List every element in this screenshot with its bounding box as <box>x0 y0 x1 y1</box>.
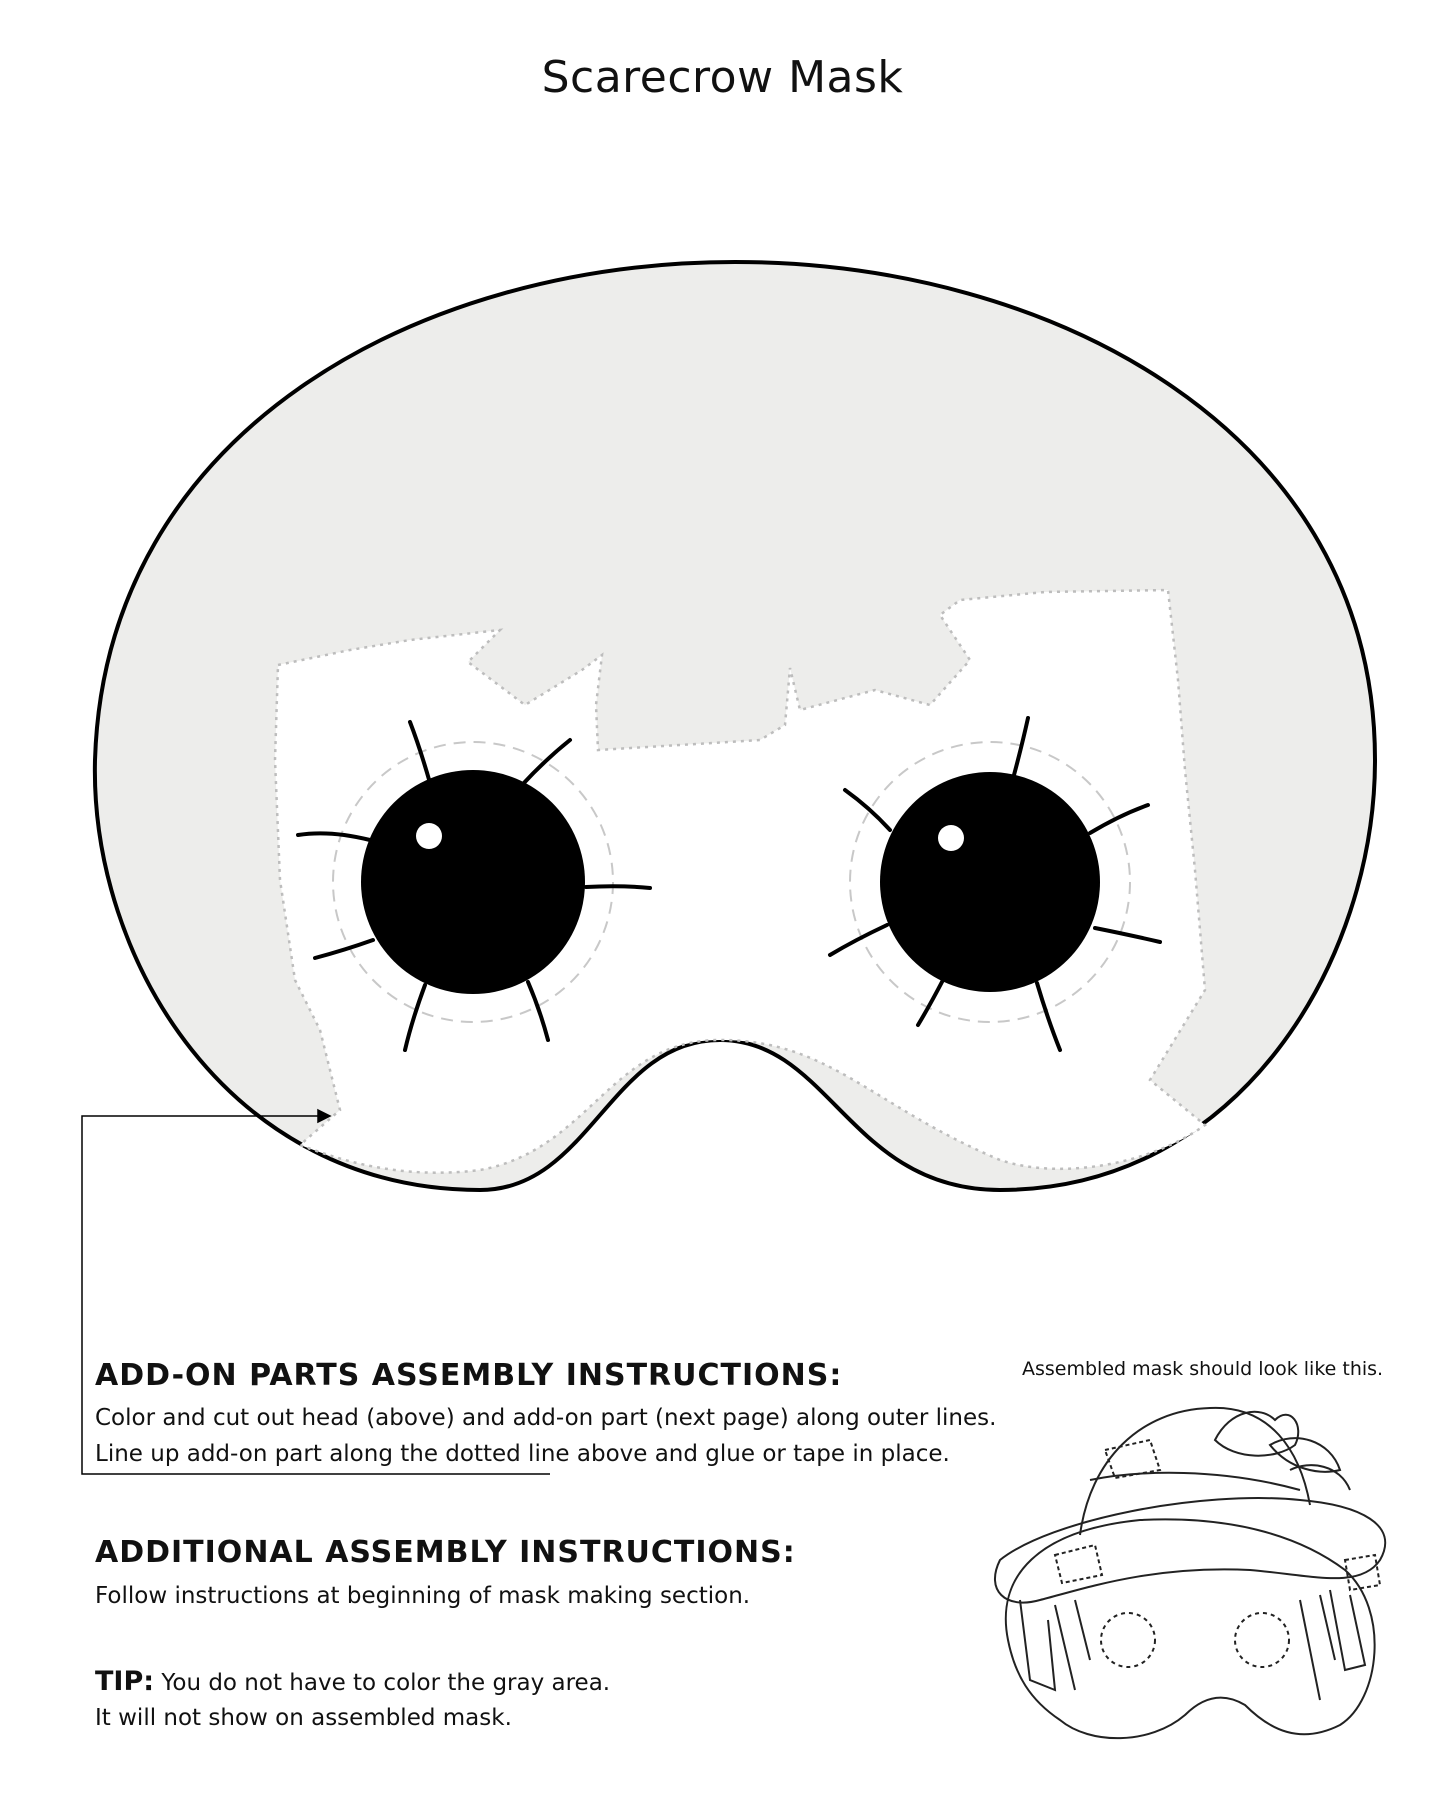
additional-heading: ADDITIONAL ASSEMBLY INSTRUCTIONS: <box>95 1535 796 1570</box>
preview-caption: Assembled mask should look like this. <box>1022 1358 1384 1380</box>
addon-line-1: Color and cut out head (above) and add-on part (next page) along outer lines. <box>95 1405 997 1431</box>
tip-block <box>95 1664 610 1701</box>
tip-line-2: It will not show on assembled mask. <box>95 1705 512 1731</box>
addon-heading: ADD-ON PARTS ASSEMBLY INSTRUCTIONS: <box>95 1358 843 1393</box>
addon-line-2: Line up add-on part along the dotted line above and glue or tape in place. <box>95 1441 950 1467</box>
tip-label: TIP: <box>95 1666 155 1697</box>
tip-line-1: You do not have to color the gray area. <box>161 1670 611 1696</box>
assembled-mask-illustration <box>995 1408 1385 1738</box>
additional-line-1: Follow instructions at beginning of mask making section. <box>95 1583 751 1609</box>
page-title: Scarecrow Mask <box>541 52 904 103</box>
